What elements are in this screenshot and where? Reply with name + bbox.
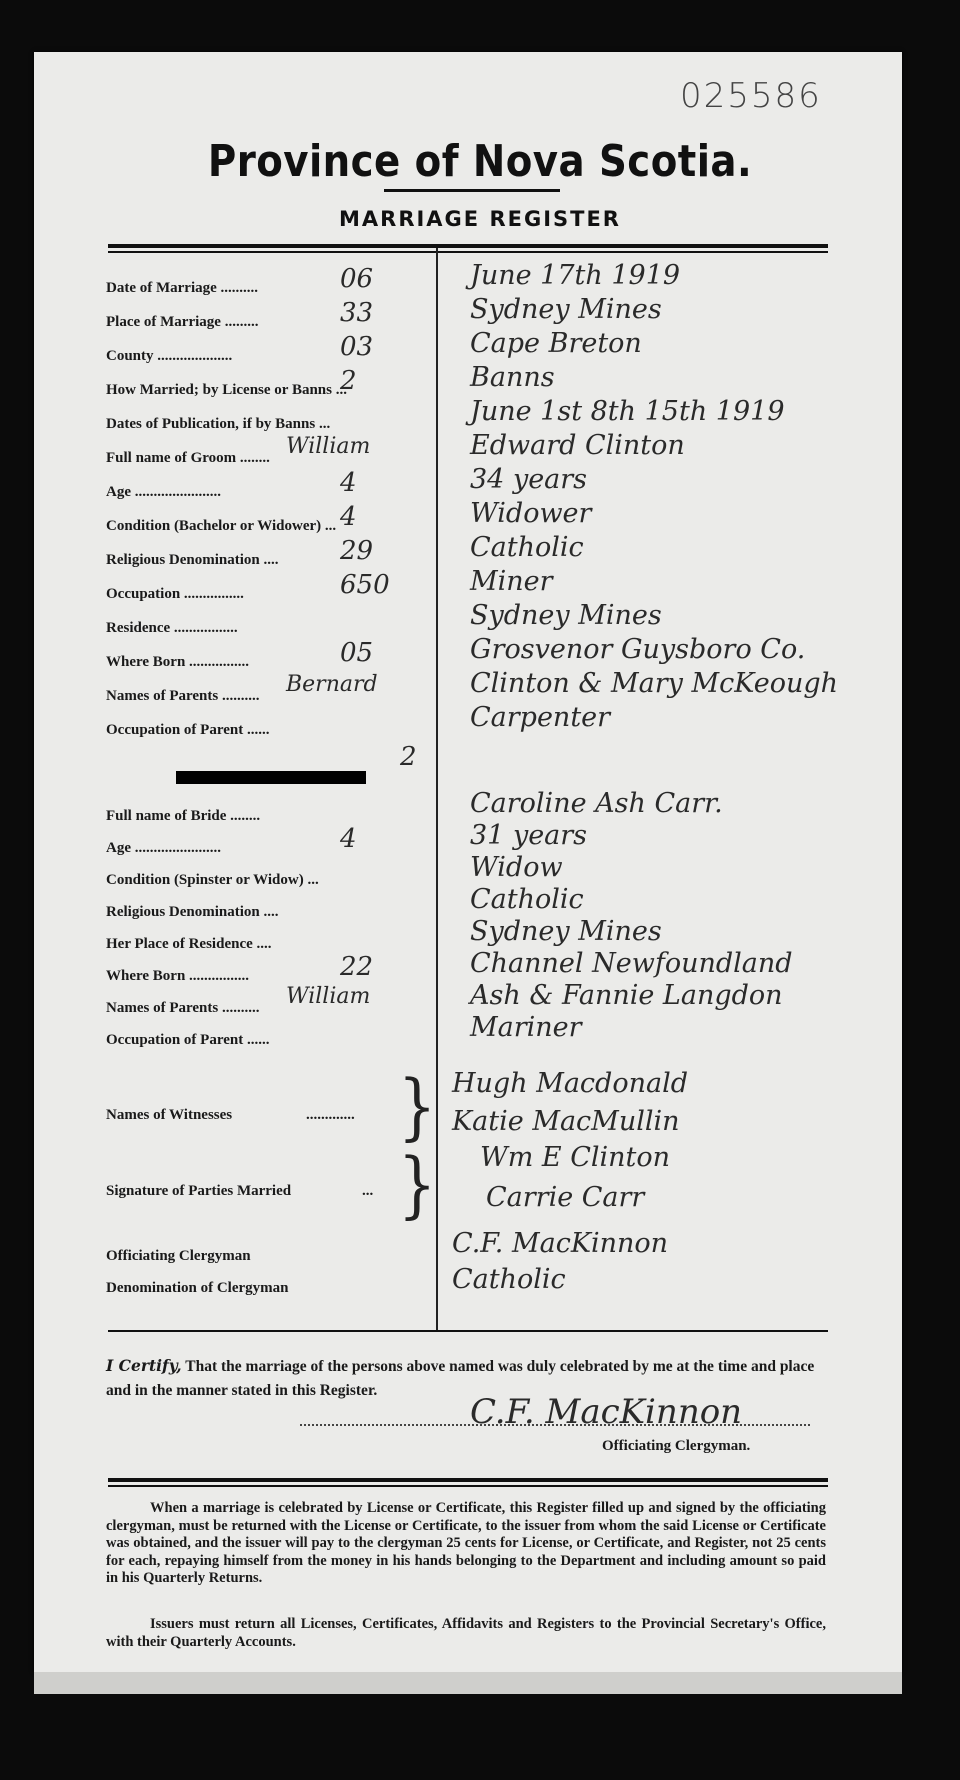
clergy-signature: C.F. MacKinnon [470,1392,743,1432]
groom-field-code: 05 [340,638,374,668]
bride-field-value: Channel Newfoundland [470,948,793,979]
groom-field-label: County .................... [106,348,233,364]
groom-field-value: Edward Clinton [470,430,685,461]
bride-field-code: 4 [340,824,357,854]
bride-field-label: Religious Denomination .... [106,904,279,920]
bride-field-label: Full name of Bride ........ [106,808,261,824]
witnesses-brace: } [398,1065,437,1149]
groom-field-value: June 17th 1919 [470,260,681,291]
groom-field-label: Full name of Groom ........ [106,450,270,466]
bride-signature: Carrie Carr [486,1182,645,1213]
officiating-clergyman-value: C.F. MacKinnon [452,1228,669,1259]
groom-field-value: Grosvenor Guysboro Co. [470,634,806,665]
groom-field-value: Sydney Mines [470,600,662,631]
groom-field-value: June 1st 8th 15th 1919 [470,396,785,427]
groom-field-code: 650 [340,570,390,600]
groom-field-code: 29 [340,536,374,566]
clergy-denomination-value: Catholic [452,1264,566,1295]
header-rule [108,244,828,248]
bride-field-label: Condition (Spinster or Widow) ... [106,872,319,888]
groom-field-code: 33 [340,298,374,328]
groom-field-value: Sydney Mines [470,294,662,325]
notice-rule-thin [108,1485,828,1487]
groom-field-code: 03 [340,332,374,362]
groom-field-label: Occupation ................ [106,586,244,602]
groom-field-code: 06 [340,264,374,294]
groom-field-label: Occupation of Parent ...... [106,722,270,738]
groom-field-value: 34 years [470,464,588,495]
groom-field-label: How Married; by License or Banns ... [106,382,347,398]
groom-field-code: 4 [340,502,357,532]
title-underline [384,189,560,192]
clergy-denomination-label: Denomination of Clergyman [106,1280,289,1296]
parties-label: Signature of Parties Married [106,1183,292,1199]
bride-field-value: Sydney Mines [470,916,662,947]
bride-field-code: 22 [340,952,374,982]
bride-field-value: Catholic [470,884,584,915]
groom-field-value: Carpenter [470,702,611,733]
groom-field-label: Date of Marriage .......... [106,280,259,296]
groom-field-label: Religious Denomination .... [106,552,279,568]
bride-field-code: William [286,984,371,1009]
groom-field-label: Condition (Bachelor or Widower) ... [106,518,337,534]
bride-section-bar [176,771,366,784]
certify-text: That the marriage of the persons above named was duly celebrated by me at the time and place and in the manner stated in this Register. [106,1358,815,1399]
certify-rule [108,1330,828,1332]
column-divider [436,248,438,1330]
groom-field-value: Banns [470,362,555,393]
witnesses-dots: ............. [306,1107,355,1123]
signature-line [300,1424,810,1426]
groom-field-label: Dates of Publication, if by Banns ... [106,416,331,432]
groom-field-label: Place of Marriage ......... [106,314,259,330]
bride-field-label: Her Place of Residence .... [106,936,272,952]
register-subtitle: MARRIAGE REGISTER [339,207,621,231]
groom-field-code: Bernard [286,672,378,697]
groom-field-label: Names of Parents .......... [106,688,260,704]
parties-dots: ... [362,1183,374,1199]
parties-brace: } [398,1143,437,1227]
bride-field-value: 31 years [470,820,588,851]
officiating-clergyman-label: Officiating Clergyman [106,1248,251,1264]
groom-field-value: Widower [470,498,592,529]
officiating-caption: Officiating Clergyman. [602,1438,751,1454]
groom-field-value: Clinton & Mary McKeough [470,668,839,699]
bride-field-label: Where Born ................ [106,968,250,984]
certify-lead: I Certify, [106,1356,182,1375]
groom-field-label: Age ....................... [106,484,221,500]
bride-field-label: Age ....................... [106,840,221,856]
groom-signature: Wm E Clinton [480,1142,671,1173]
groom-field-code: 2 [340,366,357,396]
groom-field-label: Where Born ................ [106,654,250,670]
bride-code: 2 [400,742,417,772]
header-rule-thin [108,251,828,253]
groom-field-code: 4 [340,468,357,498]
groom-field-value: Catholic [470,532,584,563]
bride-field-label: Occupation of Parent ...... [106,1032,270,1048]
groom-field-value: Cape Breton [470,328,642,359]
paper-lower-edge [34,1672,902,1694]
bride-field-value: Ash & Fannie Langdon [470,980,783,1011]
notice-rule [108,1478,828,1482]
certificate-number: 025586 [680,76,822,116]
groom-field-code: William [286,434,371,459]
notice-paragraph-1: When a marriage is celebrated by License or Certificate, this Register filled up and signed by the officiating clergyman, must be returned with the License or Certificate, to the issuer from whom the said License or Certificate was obtained, and the issuer will pay to the clergyman 25 cents for License, or Certificate, and Register, not 25 cents for each, repaying himself from the money in his hands belonging to the Department and including amount so paid in his Quarterly Returns. [106,1500,826,1586]
groom-field-value: Miner [470,566,553,597]
witness-2: Katie MacMullin [452,1106,680,1137]
bride-field-value: Caroline Ash Carr. [470,788,723,819]
groom-field-label: Residence ................. [106,620,238,636]
witness-1: Hugh Macdonald [452,1068,688,1099]
notice-paragraph-2: Issuers must return all Licenses, Certificates, Affidavits and Registers to the Provincial Secretary's Office, with their Quarterly Accounts. [106,1616,826,1650]
witnesses-label: Names of Witnesses [106,1107,233,1123]
page-title: Province of Nova Scotia. [207,136,753,187]
bride-field-label: Names of Parents .......... [106,1000,260,1016]
bride-field-value: Mariner [470,1012,582,1043]
bride-field-value: Widow [470,852,563,883]
